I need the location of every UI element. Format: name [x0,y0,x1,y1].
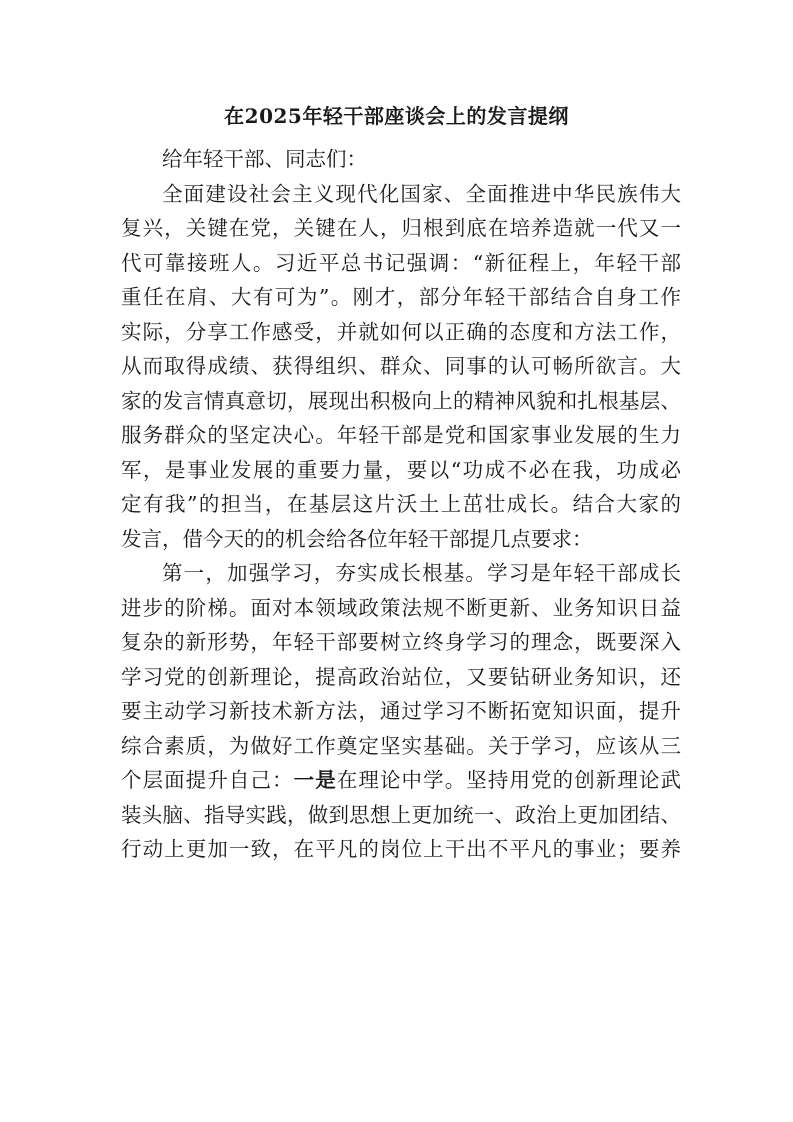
text-line: 家的发言情真意切，展现出积极向上的精神风貌和扎根基层、 [121,388,681,413]
text-line: 要主动学习新技术新方法，通过学习不断拓宽知识面，提升 [121,699,681,723]
text-line: 定有我”的担当，在基层这片沃土上茁壮成长。结合大家的 [121,492,681,516]
text-line: 军，是事业发展的重要力量，要以“功成不必在我，功成必 [121,457,681,482]
text-line: 代可靠接班人。习近平总书记强调：“新征程上，年轻干部 [121,250,681,275]
document-title: 在2025年轻干部座谈会上的发言提纲 [224,104,569,128]
text-line: 复兴，关键在党，关键在人，归根到底在培养造就一代又一 [121,216,681,240]
text-line: 学习党的创新理论，提高政治站位，又要钻研业务知识，还 [121,664,681,689]
text-line: 复杂的新形势，年轻干部要树立终身学习的理念，既要深入 [121,630,681,654]
text-line: 进步的阶梯。面对本领域政策法规不断更新、业务知识日益 [121,595,681,620]
point-marker: 一是 [293,768,337,792]
text-line: 重任在肩、大有可为”。刚才，部分年轻干部结合自身工作 [121,285,681,309]
text-line: 给年轻干部、同志们： [162,147,367,171]
text-line: 全面建设社会主义现代化国家、全面推进中华民族伟大 [162,181,681,206]
text-line: 综合素质，为做好工作奠定坚实基础。关于学习，应该从三 [121,733,681,758]
text-line: 实际，分享工作感受，并就如何以正确的态度和方法工作， [121,319,681,344]
text-line: 发言，借今天的的机会给各位年轻干部提几点要求： [121,526,593,551]
text-line: 个层面提升自己：一是在理论中学。坚持用党的创新理论武 [121,768,682,792]
text-line: 装头脑、指导实践，做到思想上更加统一、政治上更加团结、 [121,802,681,827]
document-body [121,142,681,867]
text-line: 行动上更加一致，在平凡的岗位上干出不平凡的事业；要养 [121,837,681,861]
text-line: 第一，加强学习，夯实成长根基。学习是年轻干部成长 [162,561,681,585]
text-line: 从而取得成绩、获得组织、群众、同事的认可畅所欲言。大 [121,354,681,378]
text-line: 服务群众的坚定决心。年轻干部是党和国家事业发展的生力 [121,423,681,447]
